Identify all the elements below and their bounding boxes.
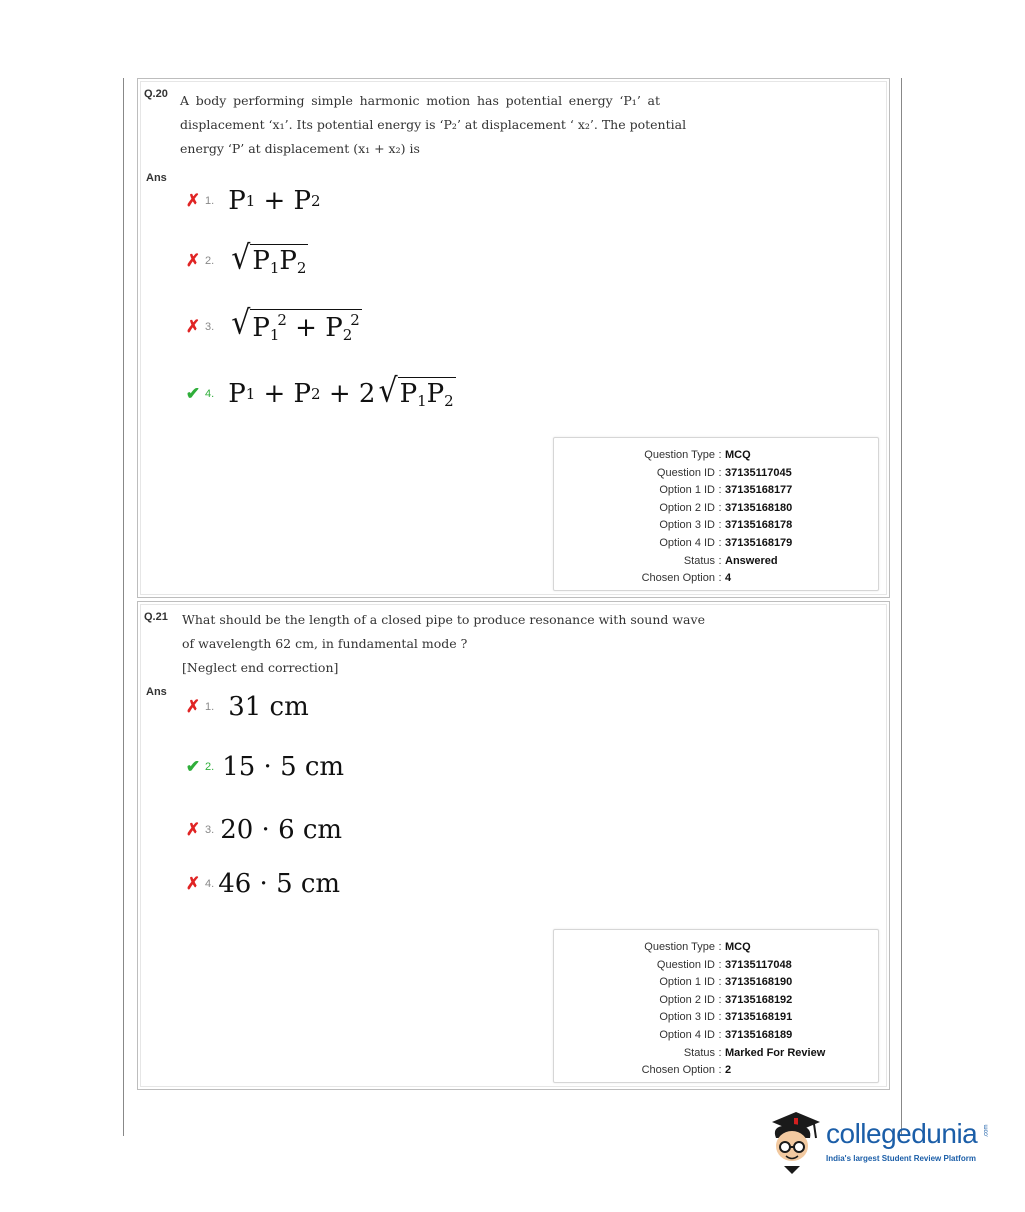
left-rule [123, 78, 124, 1136]
meta-key: Option 1 ID [659, 976, 715, 989]
meta-key: Option 3 ID [659, 519, 715, 532]
meta-value: 37135168191 [725, 1011, 793, 1024]
mascot-icon [766, 1104, 824, 1174]
question-text-line: A body performing simple harmonic motion has potential energy ‘P₁’ at [180, 93, 660, 108]
meta-value: 2 [725, 1064, 732, 1077]
option-number: 4. [205, 878, 215, 890]
ans-label: Ans [146, 686, 167, 698]
meta-key: Question Type [644, 941, 715, 953]
meta-value: MCQ [725, 941, 751, 953]
question-text [180, 89, 687, 161]
meta-row: Status : Answered [554, 553, 878, 571]
option-formula: √ $P_1P_2$ [231, 239, 307, 278]
meta-value: 37135117045 [725, 466, 792, 479]
meta-key: Question ID [656, 958, 715, 971]
option-2 [185, 747, 344, 787]
option-value: 31 cm [228, 692, 309, 722]
right-rule [901, 78, 902, 1136]
meta-value: 37135168179 [725, 536, 793, 549]
meta-row: Option 2 ID : 37135168192 [554, 992, 878, 1010]
meta-row: Option 3 ID : 37135168178 [554, 517, 878, 535]
meta-value: 37135168190 [725, 976, 793, 989]
option-formula: P 1 + P 2 + 2 √ $P_1P_2$ [228, 372, 454, 411]
meta-key: Option 2 ID [659, 993, 715, 1006]
meta-row: Chosen Option : 4 [554, 570, 878, 588]
checkmark-icon: ✔ [185, 757, 201, 776]
meta-row: Question ID : 37135117045 [554, 465, 878, 483]
meta-row: Status : Marked For Review [554, 1045, 878, 1063]
meta-key: Chosen Option [641, 1064, 715, 1077]
meta-value: Marked For Review [725, 1046, 826, 1059]
option-1 [185, 687, 309, 727]
option-number: 3. [205, 321, 215, 333]
logo-wordmark: collegedunia [826, 1118, 978, 1149]
question-text-line: displacement ‘x₁’. Its potential energy is ‘P₂’ at displacement ‘ x₂’. The potential [180, 117, 687, 132]
meta-key: Option 4 ID [659, 536, 715, 549]
meta-key: Chosen Option [641, 572, 715, 585]
question-text-line: [Neglect end correction] [182, 660, 339, 675]
meta-row: Question Type : MCQ [554, 447, 878, 465]
meta-key: Question Type [644, 449, 715, 461]
option-4 [185, 374, 456, 414]
meta-row: Option 4 ID : 37135168179 [554, 535, 878, 553]
option-formula: √ $P_1^2 + P_2^2$ [231, 304, 360, 345]
meta-value: 37135168189 [725, 1028, 793, 1041]
option-number: 2. [205, 761, 215, 773]
meta-row: Chosen Option : 2 [554, 1062, 878, 1080]
option-value: 20 · 6 cm [220, 815, 343, 845]
question-number: Q.20 [144, 88, 168, 100]
option-number: 1. [205, 195, 215, 207]
meta-key: Status [683, 554, 715, 567]
option-number: 4. [205, 388, 215, 400]
meta-row: Option 4 ID : 37135168189 [554, 1027, 878, 1045]
meta-row: Question ID : 37135117048 [554, 957, 878, 975]
option-value: 15 · 5 cm [222, 752, 345, 782]
question-text-line: What should be the length of a closed pipe to produce resonance with sound wave [182, 612, 705, 627]
question-text [182, 608, 705, 680]
cross-icon: ✗ [185, 697, 201, 716]
meta-value: 37135168177 [725, 484, 793, 497]
option-number: 1. [205, 701, 215, 713]
meta-row: Option 1 ID : 37135168190 [554, 974, 878, 992]
checkmark-icon: ✔ [185, 384, 201, 403]
option-number: 3. [205, 824, 215, 836]
meta-value: 37135168180 [725, 501, 793, 514]
option-number: 2. [205, 255, 215, 267]
option-3 [185, 810, 342, 850]
cross-icon: ✗ [185, 874, 201, 893]
option-3 [185, 304, 362, 347]
option-value: 46 · 5 cm [218, 869, 341, 899]
meta-key: Option 3 ID [659, 1011, 715, 1024]
cross-icon: ✗ [185, 820, 201, 839]
meta-value: 37135117048 [725, 958, 792, 971]
meta-row: Question Type : MCQ [554, 939, 878, 957]
question-number: Q.21 [144, 611, 168, 623]
meta-value: 4 [725, 572, 732, 585]
meta-key: Option 4 ID [659, 1028, 715, 1041]
meta-key: Option 2 ID [659, 501, 715, 514]
cross-icon: ✗ [185, 251, 201, 270]
cross-icon: ✗ [185, 191, 201, 210]
meta-key: Option 1 ID [659, 484, 715, 497]
option-4 [185, 864, 340, 904]
meta-value: 37135168178 [725, 519, 793, 532]
ans-label: Ans [146, 172, 167, 184]
meta-row: Option 2 ID : 37135168180 [554, 500, 878, 518]
question-block-20 [137, 78, 890, 598]
option-formula: P 1 + P 2 [228, 186, 321, 216]
meta-value: Answered [725, 554, 778, 567]
meta-key: Status [683, 1046, 715, 1059]
question-block-21 [137, 601, 890, 1090]
option-2 [185, 241, 308, 281]
question-meta-panel [553, 929, 879, 1083]
question-text-line: energy ‘P’ at displacement (x₁ + x₂) is [180, 141, 420, 156]
meta-value: 37135168192 [725, 993, 793, 1006]
meta-key: Question ID [656, 466, 715, 479]
collegedunia-logo [766, 1104, 996, 1176]
meta-row: Option 3 ID : 37135168191 [554, 1009, 878, 1027]
logo-tagline: India's largest Student Review Platform [826, 1154, 976, 1163]
question-text-line: of wavelength 62 cm, in fundamental mode ? [182, 636, 468, 651]
meta-row: Option 1 ID : 37135168177 [554, 482, 878, 500]
option-1 [185, 181, 321, 221]
question-meta-panel [553, 437, 879, 591]
logo-domain: .com [983, 1124, 990, 1138]
cross-icon: ✗ [185, 317, 201, 336]
meta-value: MCQ [725, 449, 751, 461]
